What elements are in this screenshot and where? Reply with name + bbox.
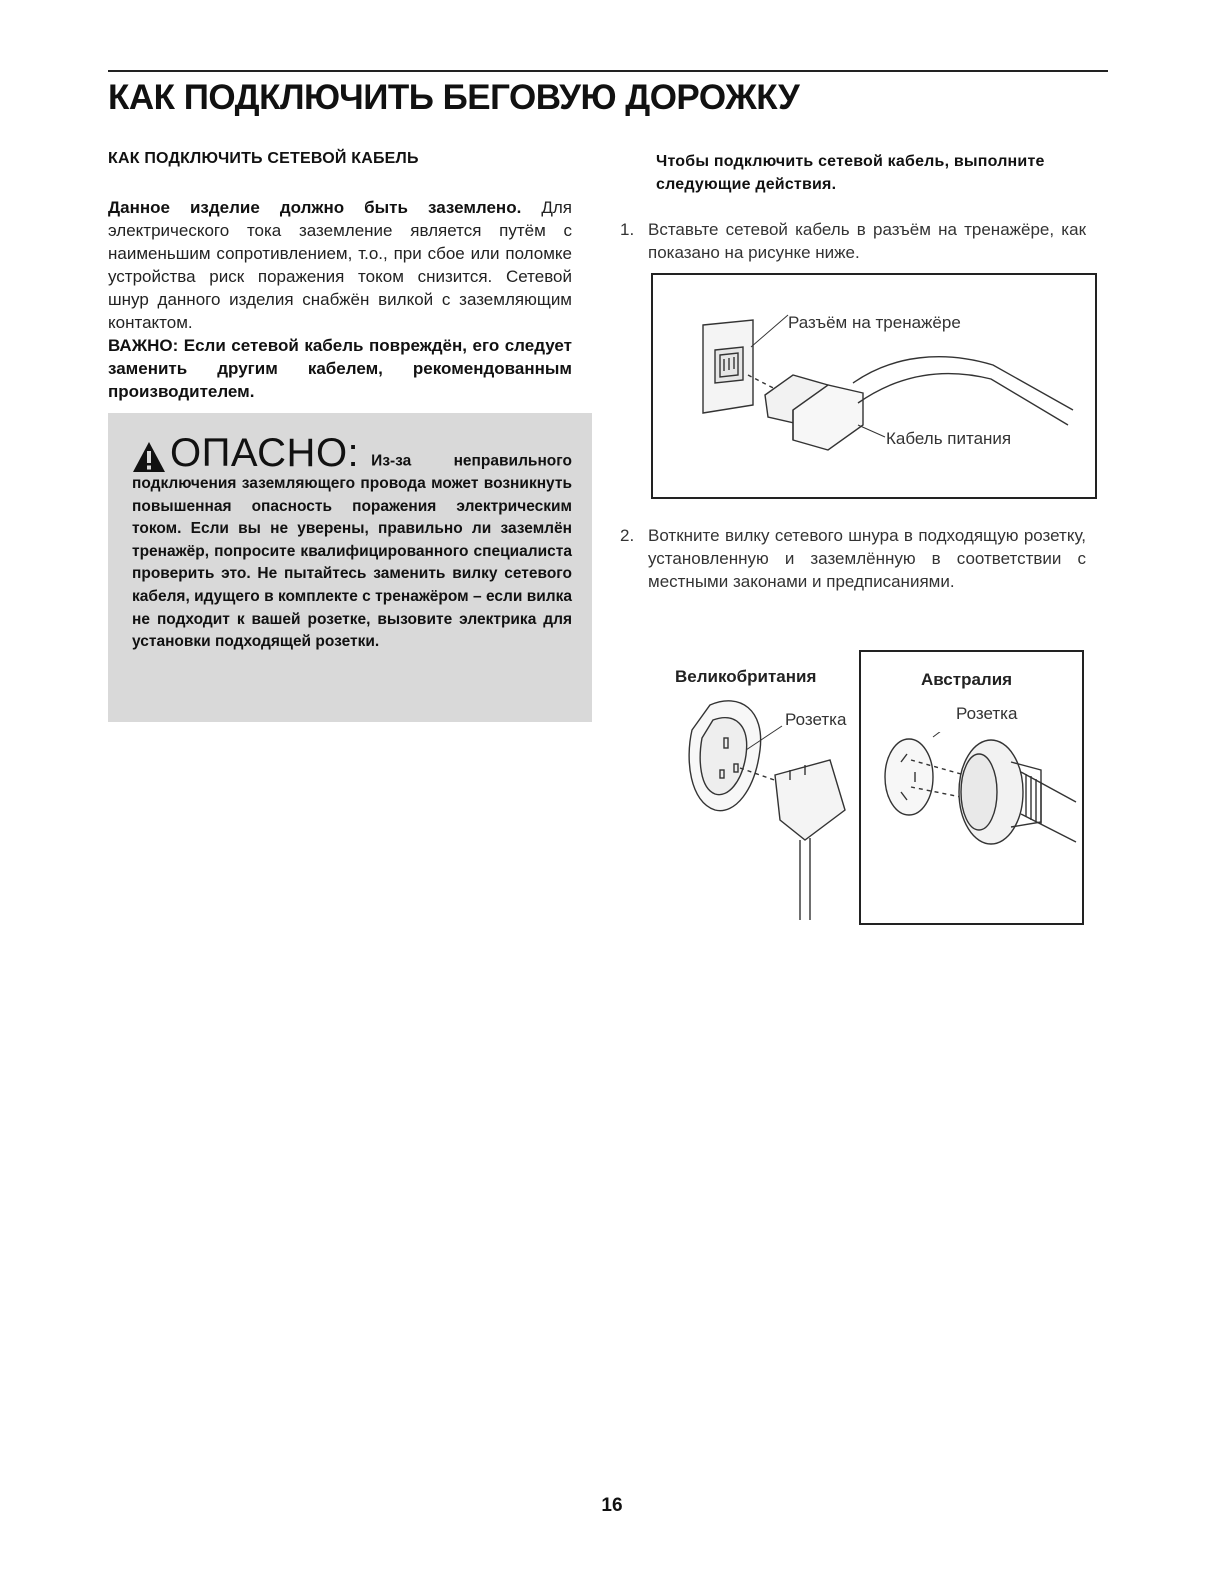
section-heading: КАК ПОДКЛЮЧИТЬ СЕТЕВОЙ КАБЕЛЬ (108, 150, 419, 167)
step-text: Воткните вилку сетевого шнура в подходящую розетку, установленную и заземлённую в соответствии с местными законами и предписаниями. (648, 526, 1086, 591)
danger-box (108, 413, 592, 722)
step-number: 1. (620, 220, 635, 239)
danger-text: Из-за неправильного подключения заземляющего провода может возникнуть повышенная опасность поражения электрическим током. Если вы не уверены, правильно ли заземлён тренажёр, попросите квалифицированного специалиста проверить это. Не пытайтесь заменить вилку сетевого кабеля, идущего в комплекте с тренажёром – если вилка не подходит к вашей розетке, вызовите электрика для установки подходящей розетки. (132, 452, 572, 651)
step-number: 2. (620, 526, 635, 545)
warning-triangle-icon (132, 441, 166, 473)
step-2 (620, 524, 1086, 593)
danger-heading (132, 433, 371, 473)
page-title: КАК ПОДКЛЮЧИТЬ БЕГОВУЮ ДОРОЖКУ (108, 78, 800, 117)
socket-label: Разъём на тренажёре (788, 313, 961, 332)
step-1 (620, 218, 1086, 264)
danger-content (132, 433, 572, 654)
au-outlet-icon (861, 732, 1082, 922)
grounding-text: Для электрического тока заземление является путём с наименьшим сопротивлением, т.о., при сбое или поломке устройства риск поражения током снизится. Сетевой шнур данного изделия снабжён вилкой с заземляющим контактом. (108, 198, 572, 332)
uk-outlet-label: Розетка (785, 710, 847, 729)
page-number: 16 (601, 1495, 623, 1516)
cable-label: Кабель питания (886, 429, 1012, 448)
top-rule (108, 70, 1108, 72)
steps-heading: Чтобы подключить сетевой кабель, выполните следующие действия. (656, 153, 1045, 193)
figure-cable-connection (651, 273, 1097, 499)
danger-word: ОПАСНО: (170, 431, 360, 475)
important-notice: ВАЖНО: Если сетевой кабель повреждён, его следует заменить другим кабелем, рекомендованным производителем. (108, 336, 572, 401)
au-panel (859, 650, 1084, 925)
step-text: Вставьте сетевой кабель в разъём на тренажёре, как показано на рисунке ниже. (648, 220, 1086, 262)
figure-outlets (650, 650, 1084, 925)
uk-title: Великобритания (675, 667, 817, 686)
au-outlet-label: Розетка (956, 704, 1018, 723)
grounding-paragraph (108, 196, 572, 334)
left-column (108, 150, 572, 403)
au-title: Австралия (921, 670, 1013, 689)
grounding-lead: Данное изделие должно быть заземлено. (108, 198, 522, 217)
power-cord-illustration (653, 275, 1095, 497)
